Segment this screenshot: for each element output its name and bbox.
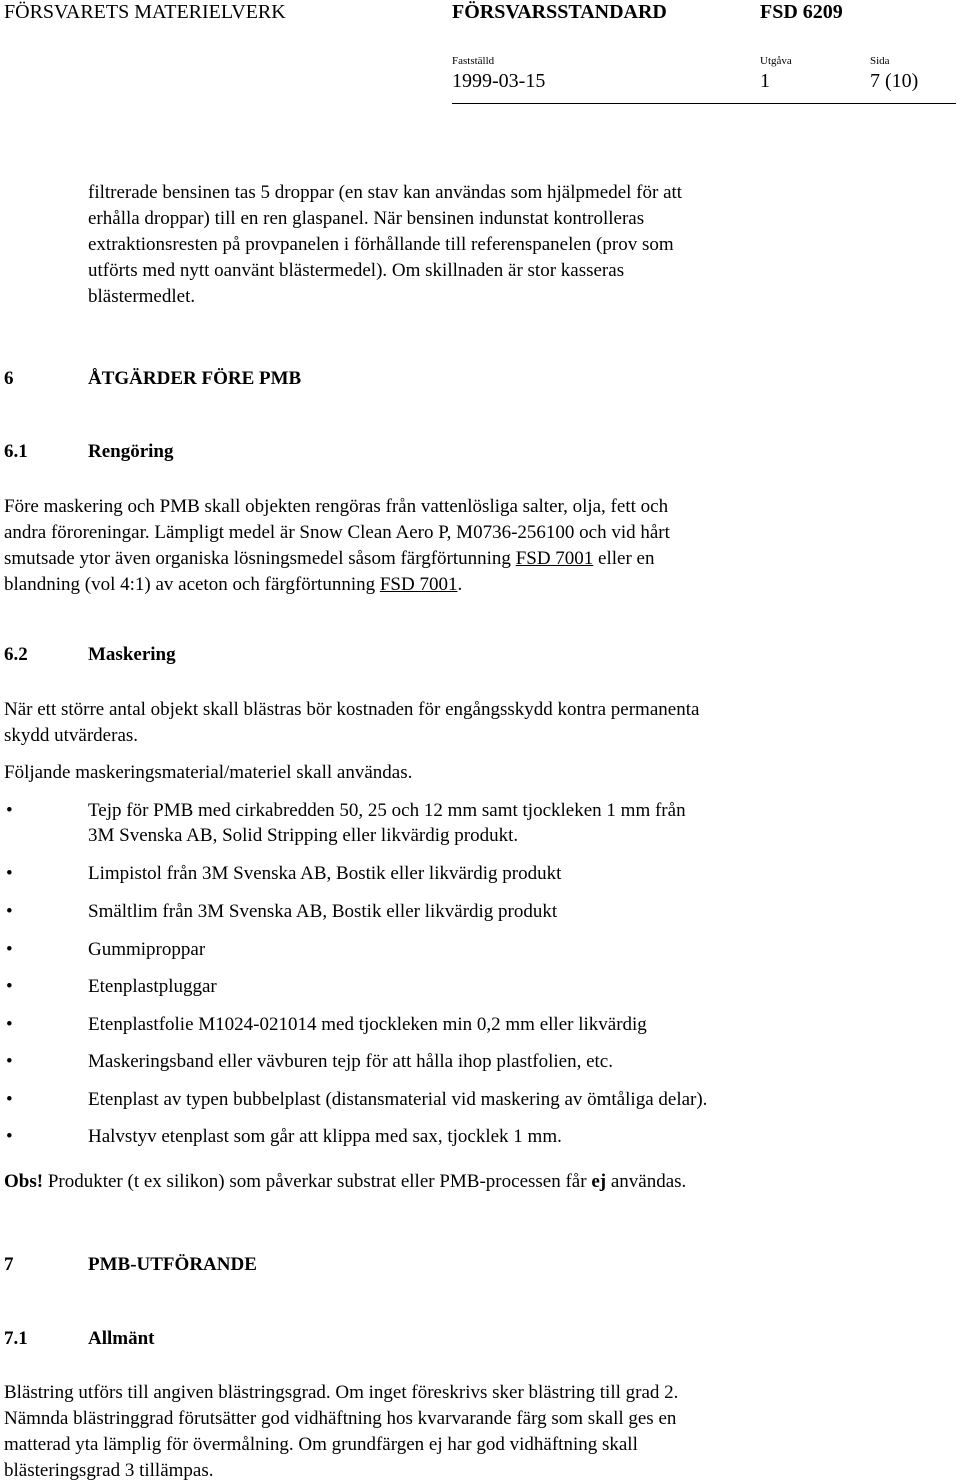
intro-line: erhålla droppar) till en ren glaspanel. När bensinen indunstat kontrolleras: [88, 208, 645, 229]
paragraph-line: blästeringsgrad 3 tillämpas.: [4, 1460, 214, 1481]
intro-line: filtrerade bensinen tas 5 droppar (en stav kan användas som hjälpmedel för att: [88, 182, 683, 203]
section-number: 6: [4, 368, 14, 389]
bullet-icon: •: [6, 1089, 13, 1110]
obs-emphasis: ej: [591, 1171, 607, 1192]
bullet-icon: •: [6, 800, 13, 821]
document-type: FÖRSVARSSTANDARD: [452, 1, 667, 23]
paragraph-line: skydd utvärderas.: [4, 725, 139, 746]
section-6-1-heading: [4, 441, 174, 463]
paragraph-line: andra föroreningar. Lämpligt medel är Snow Clean Aero P, M0736-256100 och vid hårt: [4, 522, 670, 543]
paragraph-line: blandning (vol 4:1) av aceton och färgförtunning FSD 7001.: [4, 574, 463, 595]
section-6-2-list-intro: Följande maskeringsmaterial/materiel skall användas.: [4, 762, 413, 783]
fsd-7001-link[interactable]: FSD 7001: [515, 548, 594, 569]
section-6-1-paragraph: [4, 494, 804, 598]
section-number: 7: [4, 1254, 14, 1275]
paragraph-line: Före maskering och PMB skall objekten rengöras från vattenlösliga salter, olja, fett och: [4, 496, 669, 517]
section-7-heading: [4, 1254, 257, 1276]
obs-note: Obs! Produkter (t ex silikon) som påverkar substrat eller PMB-processen får ej användas.: [4, 1171, 687, 1192]
section-7-1-heading: [4, 1328, 155, 1350]
paragraph-line: Nämnda blästringgrad förutsätter god vidhäftning hos kvarvarande färg som skall ges en: [4, 1408, 677, 1429]
edition-label: Utgåva: [760, 55, 792, 67]
paragraph-line: Blästring utförs till angiven blästringsgrad. Om inget föreskrivs sker blästring till grad 2.: [4, 1382, 679, 1403]
section-number: 7.1: [4, 1328, 28, 1349]
bullet-icon: •: [6, 863, 13, 884]
intro-line: blästermedlet.: [88, 286, 196, 307]
bullet-icon: •: [6, 1051, 13, 1072]
fsd-7001-link[interactable]: FSD 7001: [379, 574, 458, 595]
intro-line: extraktionsresten på provpanelen i förhållande till referenspanelen (prov som: [88, 234, 674, 255]
organization-name: FÖRSVARETS MATERIELVERK: [4, 1, 286, 23]
document-header: [4, 1, 956, 27]
page-number: 7 (10): [870, 70, 919, 92]
section-6-2-heading: [4, 644, 176, 666]
section-title: Maskering: [88, 644, 176, 665]
section-title: Rengöring: [88, 441, 174, 462]
header-rule: [452, 103, 956, 104]
intro-line: utförts med nytt oanvänt blästermedel). Om skillnaden är stor kasseras: [88, 260, 625, 281]
paragraph-line: smutsade ytor även organiska lösningsmedel såsom färgförtunning FSD 7001 eller en: [4, 548, 655, 569]
bullet-icon: •: [6, 901, 13, 922]
paragraph-line: När ett större antal objekt skall blästras bör kostnaden för engångsskydd kontra permanenta: [4, 699, 700, 720]
obs-label: Obs!: [4, 1171, 44, 1192]
section-7-1-paragraph: [4, 1380, 804, 1484]
established-label: Fastställd: [452, 55, 495, 67]
section-title: PMB-UTFÖRANDE: [88, 1254, 257, 1275]
established-date: 1999-03-15: [452, 70, 546, 92]
edition-number: 1: [760, 70, 770, 92]
section-title: Allmänt: [88, 1328, 155, 1349]
bullet-icon: •: [6, 976, 13, 997]
section-6-heading: [4, 368, 301, 390]
bullet-icon: •: [6, 1126, 13, 1147]
document-id: FSD 6209: [760, 1, 843, 23]
bullet-icon: •: [6, 1014, 13, 1035]
bullet-icon: •: [6, 939, 13, 960]
section-title: ÅTGÄRDER FÖRE PMB: [88, 368, 302, 389]
intro-paragraph: [88, 180, 808, 310]
section-6-2-paragraph: [4, 697, 804, 749]
section-number: 6.2: [4, 644, 28, 665]
paragraph-line: matterad yta lämplig för övermålning. Om grundfärgen ej har god vidhäftning skall: [4, 1434, 638, 1455]
section-number: 6.1: [4, 441, 28, 462]
page-label: Sida: [870, 55, 890, 67]
